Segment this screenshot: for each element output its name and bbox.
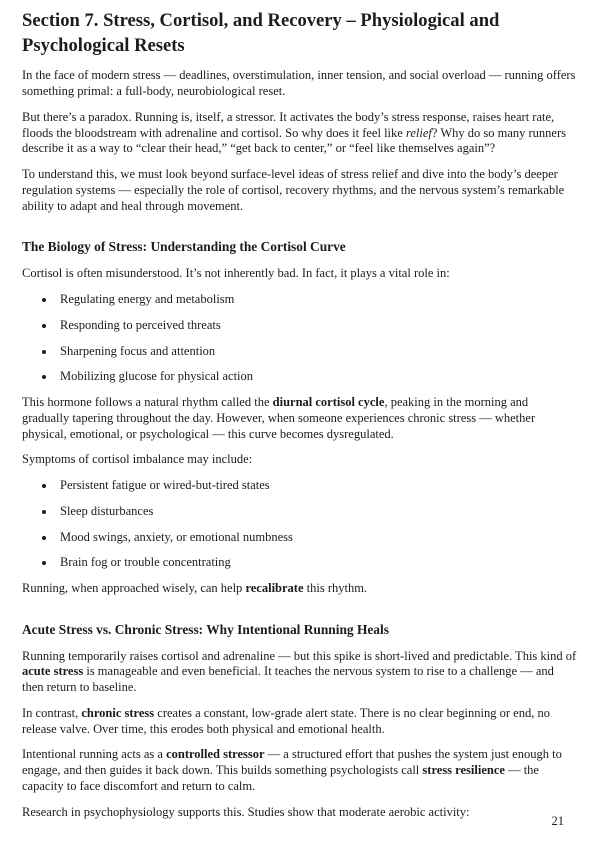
page-number: 21 [551, 814, 564, 829]
text-run: But there’s a paradox. Running is, itself, a stressor. It activates the body’s stress response, raises heart rate, floods the bloodstream with adrenaline and cortisol. So why does it feel like [22, 109, 555, 140]
paragraph [22, 452, 578, 468]
paragraph [22, 649, 578, 696]
text-run: this rhythm. [303, 581, 368, 596]
text-run: diurnal cortisol cycle [272, 395, 385, 410]
section-title: Section 7. Stress, Cortisol, and Recovery – Physiological and Psychological Resets [22, 10, 500, 56]
text-run: is manageable and even beneficial. It teaches the nervous system to rise to a challenge — and then return to baseline. [22, 664, 554, 695]
subsection-heading-biology-of-stress: The Biology of Stress: Understanding the Cortisol Curve [22, 239, 346, 255]
paragraph [22, 167, 578, 214]
paragraph [22, 747, 578, 794]
text-run: ? Why do so many runners describe it as a way to “clear their head,” “get back to center,” or “feel like themselves again”? [22, 125, 566, 156]
list-item: • Mood swings, anxiety, or emotional numbness [56, 530, 578, 546]
list-item: • Sleep disturbances [56, 504, 578, 520]
bullet-list-cortisol-roles [22, 292, 578, 385]
paragraph [22, 68, 578, 100]
text-run: creates a constant, low-grade alert state. There is no clear beginning or end, no release valve. Over time, this erodes both physical and emotional health. [22, 705, 550, 736]
text-run: , peaking in the morning and gradually tapering throughout the day. However, when someone experiences chronic stress — whether physical, emotional, or psychological — this curve becomes dysregulated. [22, 395, 536, 441]
text-run: controlled stressor [166, 747, 265, 762]
text-run: In contrast, [22, 705, 82, 720]
subsection-heading-acute-vs-chronic: Acute Stress vs. Chronic Stress: Why Intentional Running Heals [22, 621, 389, 637]
list-item: • Persistent fatigue or wired-but-tired states [56, 478, 578, 494]
paragraph [22, 266, 578, 282]
text-run: This hormone follows a natural rhythm called the [22, 395, 273, 410]
text-run: stress resilience [422, 763, 505, 778]
paragraph [22, 581, 578, 597]
text-run: — a structured effort that pushes the system just enough to engage, and then guides it back down. This builds something psychologists call [22, 747, 562, 778]
text-run: Intentional running acts as a [22, 747, 167, 762]
list-item: • Sharpening focus and attention [56, 344, 578, 360]
text-run: To understand this, we must look beyond surface-level ideas of stress relief and dive into the body’s deeper regulation systems — especially the role of cortisol, recovery rhythms, and the nervous system’s remarkable ability to adapt and heal through movement. [22, 167, 565, 213]
text-run: Running, when approached wisely, can help [22, 581, 246, 596]
list-item: • Responding to perceived threats [56, 318, 578, 334]
list-item: • Brain fog or trouble concentrating [56, 555, 578, 571]
text-run: In the face of modern stress — deadlines, overstimulation, inner tension, and social overload — running offers something primal: a full-body, neurobiological reset. [22, 68, 576, 99]
text-run: Running temporarily raises cortisol and adrenaline — but this spike is short-lived and predictable. This kind of [22, 648, 577, 663]
paragraph [22, 706, 578, 738]
bullet-list-imbalance-symptoms [22, 478, 578, 571]
paragraph [22, 395, 578, 442]
text-run: Research in psychophysiology supports this. Studies show that moderate aerobic activity: [22, 804, 470, 819]
text-run: chronic stress [81, 705, 155, 720]
paragraph [22, 110, 578, 157]
paragraph [22, 805, 578, 821]
text-run: acute stress [22, 664, 84, 679]
text-run: Cortisol is often misunderstood. It’s not inherently bad. In fact, it plays a vital role in: [22, 266, 450, 281]
text-run: relief [405, 125, 432, 140]
list-item: • Mobilizing glucose for physical action [56, 369, 578, 385]
text-run: — the capacity to face discomfort and return to calm. [22, 763, 539, 793]
list-item: • Regulating energy and metabolism [56, 292, 578, 308]
text-run: Symptoms of cortisol imbalance may include: [22, 452, 253, 467]
text-run: recalibrate [245, 581, 304, 596]
